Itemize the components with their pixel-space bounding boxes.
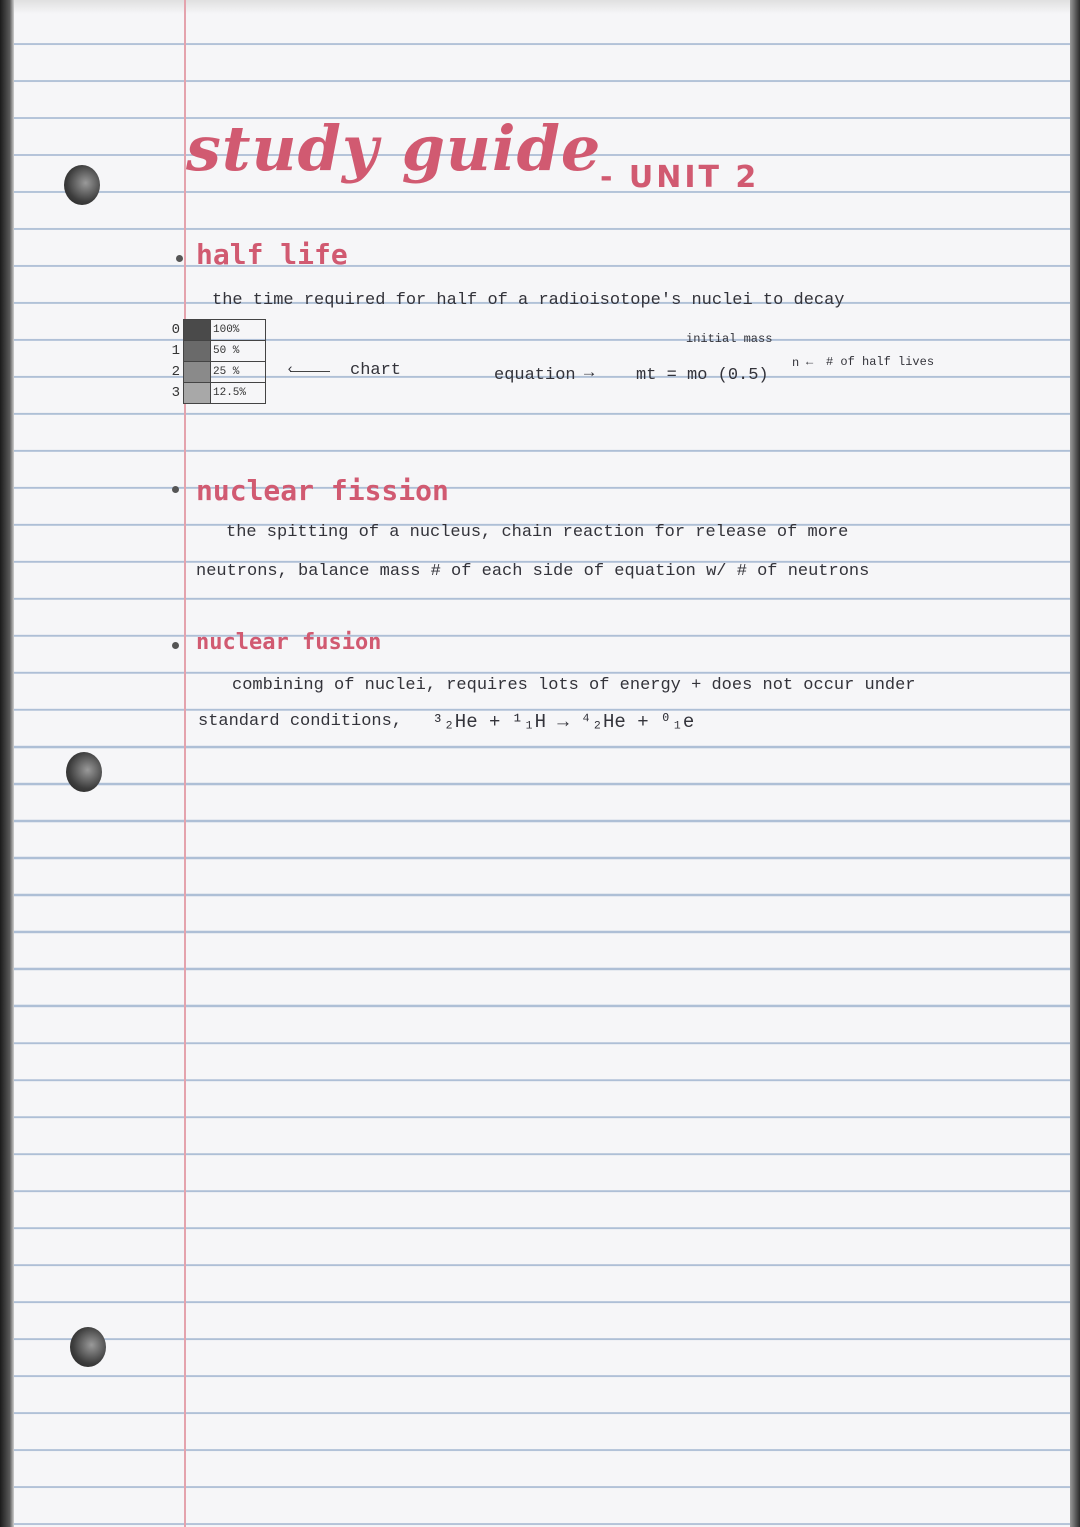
equation-label: equation	[494, 366, 576, 385]
chart-row	[166, 383, 266, 404]
equation-arrow: →	[584, 364, 595, 383]
half-life-heading: half life	[196, 238, 348, 271]
chart-label: chart	[350, 361, 402, 380]
chart-percent: 50 %	[211, 341, 266, 362]
binder-hole-bottom	[70, 1327, 106, 1367]
chart-step: 0	[171, 322, 180, 338]
page-top-edge	[0, 0, 1080, 14]
fission-heading: nuclear fission	[196, 474, 449, 507]
bullet-dot	[176, 255, 183, 262]
half-lives-label: # of half lives	[826, 355, 935, 369]
page-title: study guide	[186, 112, 602, 185]
margin-line	[184, 0, 186, 1527]
chart-row	[166, 341, 266, 362]
fusion-heading: nuclear fusion	[196, 630, 382, 655]
fission-text-line-1: the spitting of a nucleus, chain reaction for release of more	[226, 523, 849, 542]
chart-percent: 12.5%	[211, 383, 266, 404]
chart-shaded-cell	[184, 320, 211, 341]
page-subtitle: - UNIT 2	[600, 160, 760, 195]
chart-percent: 100%	[211, 320, 266, 341]
half-life-chart	[166, 319, 266, 404]
fusion-reaction: ³₂He + ¹₁H → ⁴₂He + ⁰₁e	[432, 711, 695, 733]
equation-exponent: n	[792, 356, 800, 370]
chart-row	[166, 362, 266, 383]
bullet-dot	[172, 642, 179, 649]
exponent-arrow: ←	[806, 355, 814, 369]
half-life-equation: mt = mo (0.5)	[636, 366, 769, 385]
binder-hole-middle	[66, 752, 102, 792]
page-left-edge	[0, 0, 14, 1527]
chart-arrow	[290, 371, 330, 372]
initial-mass-label: initial mass	[686, 332, 773, 346]
page-right-edge	[1070, 0, 1080, 1527]
bullet-dot	[172, 486, 179, 493]
chart-step: 2	[171, 364, 180, 380]
chart-arrow-head: ‹	[286, 362, 295, 378]
chart-step: 3	[171, 385, 180, 401]
chart-step: 1	[171, 343, 180, 359]
binder-hole-top	[64, 165, 100, 205]
fission-text-line-2: neutrons, balance mass # of each side of equation w/ # of neutrons	[196, 562, 870, 581]
half-life-definition: the time required for half of a radioisotope's nuclei to decay	[212, 291, 845, 310]
chart-row	[166, 320, 266, 341]
fusion-text-line-2: standard conditions,	[198, 712, 403, 731]
chart-shaded-cell	[184, 383, 211, 404]
chart-percent: 25 %	[211, 362, 266, 383]
chart-shaded-cell	[184, 362, 211, 383]
chart-shaded-cell	[184, 341, 211, 362]
fusion-text-line-1: combining of nuclei, requires lots of energy + does not occur under	[232, 676, 916, 695]
